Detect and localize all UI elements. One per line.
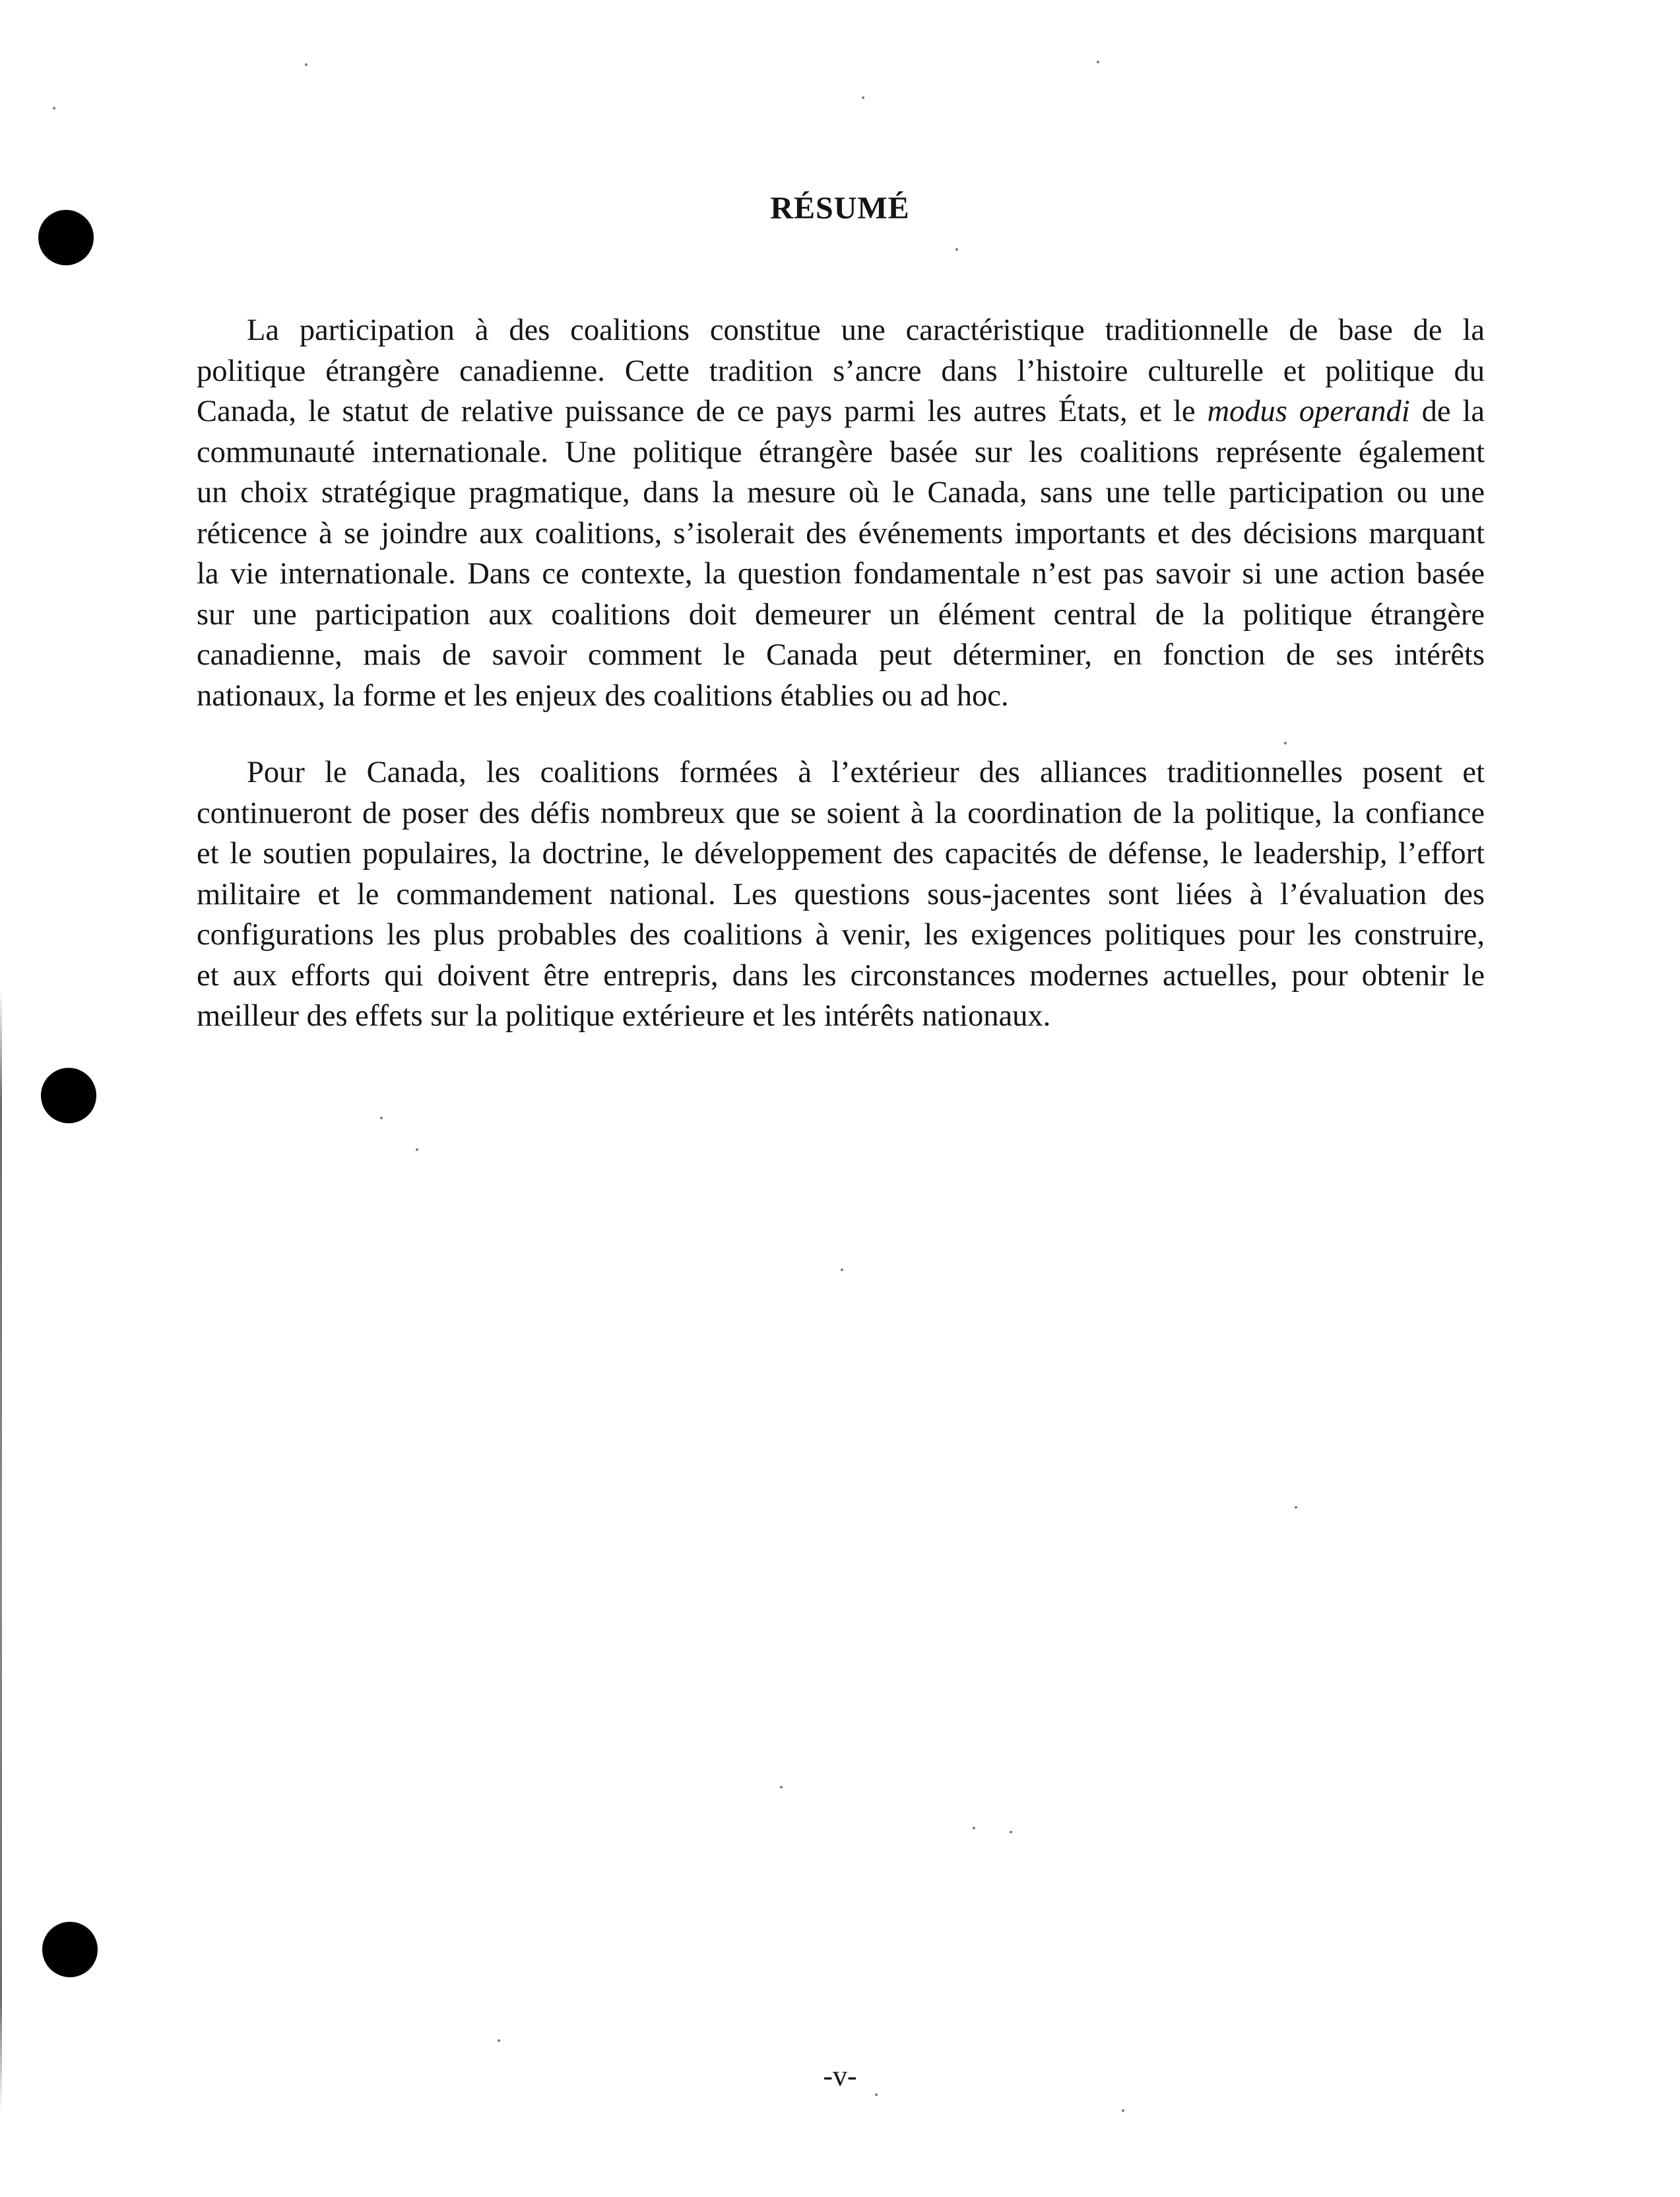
scan-speck bbox=[1122, 2109, 1124, 2112]
scan-speck bbox=[973, 1827, 975, 1829]
scan-speck bbox=[955, 248, 958, 251]
scan-speck bbox=[1097, 61, 1099, 63]
punch-hole-middle bbox=[41, 1068, 96, 1123]
scan-speck bbox=[53, 107, 55, 110]
page-number: -v- bbox=[823, 2060, 857, 2092]
scan-speck bbox=[1284, 742, 1287, 744]
scan-speck bbox=[862, 96, 864, 99]
punch-hole-bottom bbox=[42, 1922, 98, 1977]
paragraph-line: configurations les plus probables des coalitions à venir, les exigences politiques pour les construire, bbox=[197, 918, 1485, 952]
scan-speck bbox=[875, 2093, 878, 2096]
paragraph-line: et aux efforts qui doivent être entrepris, dans les circonstances modernes actuelles, pour obtenir le bbox=[197, 958, 1485, 993]
paragraph-line: Canada, le statut de relative puissance de ce pays parmi les autres États, et le modus operandi de la bbox=[197, 395, 1485, 428]
paragraph-line: nationaux, la forme et les enjeux des coalitions établies ou ad hoc. bbox=[197, 678, 1009, 713]
paragraph-line: communauté internationale. Une politique étrangère basée sur les coalitions représente également bbox=[197, 435, 1485, 469]
scan-speck bbox=[305, 63, 307, 66]
paragraph-line: et le soutien populaires, la doctrine, le développement des capacités de défense, le leadership, l’effort bbox=[197, 837, 1485, 870]
scan-speck bbox=[841, 1268, 843, 1271]
paragraph-line: réticence à se joindre aux coalitions, s’isolerait des événements importants et des décisions marquant bbox=[197, 516, 1485, 550]
paragraph-line: politique étrangère canadienne. Cette tradition s’ancre dans l’histoire culturelle et politique du bbox=[197, 354, 1485, 388]
paragraph-line: canadienne, mais de savoir comment le Canada peut déterminer, en fonction de ses intérêts bbox=[197, 638, 1485, 672]
scan-speck bbox=[416, 1148, 418, 1151]
scan-speck bbox=[780, 1786, 783, 1788]
paragraph-line: continueront de poser des défis nombreux que se soient à la coordination de la politique, la confiance bbox=[197, 796, 1485, 830]
paragraph-line: Pour le Canada, les coalitions formées à l’extérieur des alliances traditionnelles posent et bbox=[247, 756, 1485, 789]
paragraph-line: militaire et le commandement national. Les questions sous-jacentes sont liées à l’évaluation des bbox=[197, 877, 1485, 911]
paragraph-line: un choix stratégique pragmatique, dans la mesure où le Canada, sans une telle participation ou une bbox=[197, 476, 1485, 509]
paragraph-line: meilleur des effets sur la politique extérieure et les intérêts nationaux. bbox=[197, 999, 1051, 1033]
scan-speck bbox=[1010, 1831, 1012, 1833]
paragraph-1 bbox=[197, 310, 1485, 716]
paragraph-line: La participation à des coalitions constitue une caractéristique traditionnelle de base de la bbox=[247, 313, 1485, 347]
scan-speck bbox=[1295, 1506, 1297, 1509]
italic-term: modus operandi bbox=[1207, 395, 1410, 428]
paragraph-2 bbox=[197, 752, 1485, 1037]
scan-speck bbox=[498, 2039, 500, 2042]
scan-edge-line bbox=[0, 990, 2, 2112]
paragraph-line: la vie internationale. Dans ce contexte, la question fondamentale n’est pas savoir si une action basée bbox=[197, 557, 1485, 591]
paragraph-line: sur une participation aux coalitions doit demeurer un élément central de la politique étrangère bbox=[197, 597, 1485, 632]
page-title: RÉSUMÉ bbox=[770, 191, 910, 226]
scan-speck bbox=[380, 1117, 383, 1119]
